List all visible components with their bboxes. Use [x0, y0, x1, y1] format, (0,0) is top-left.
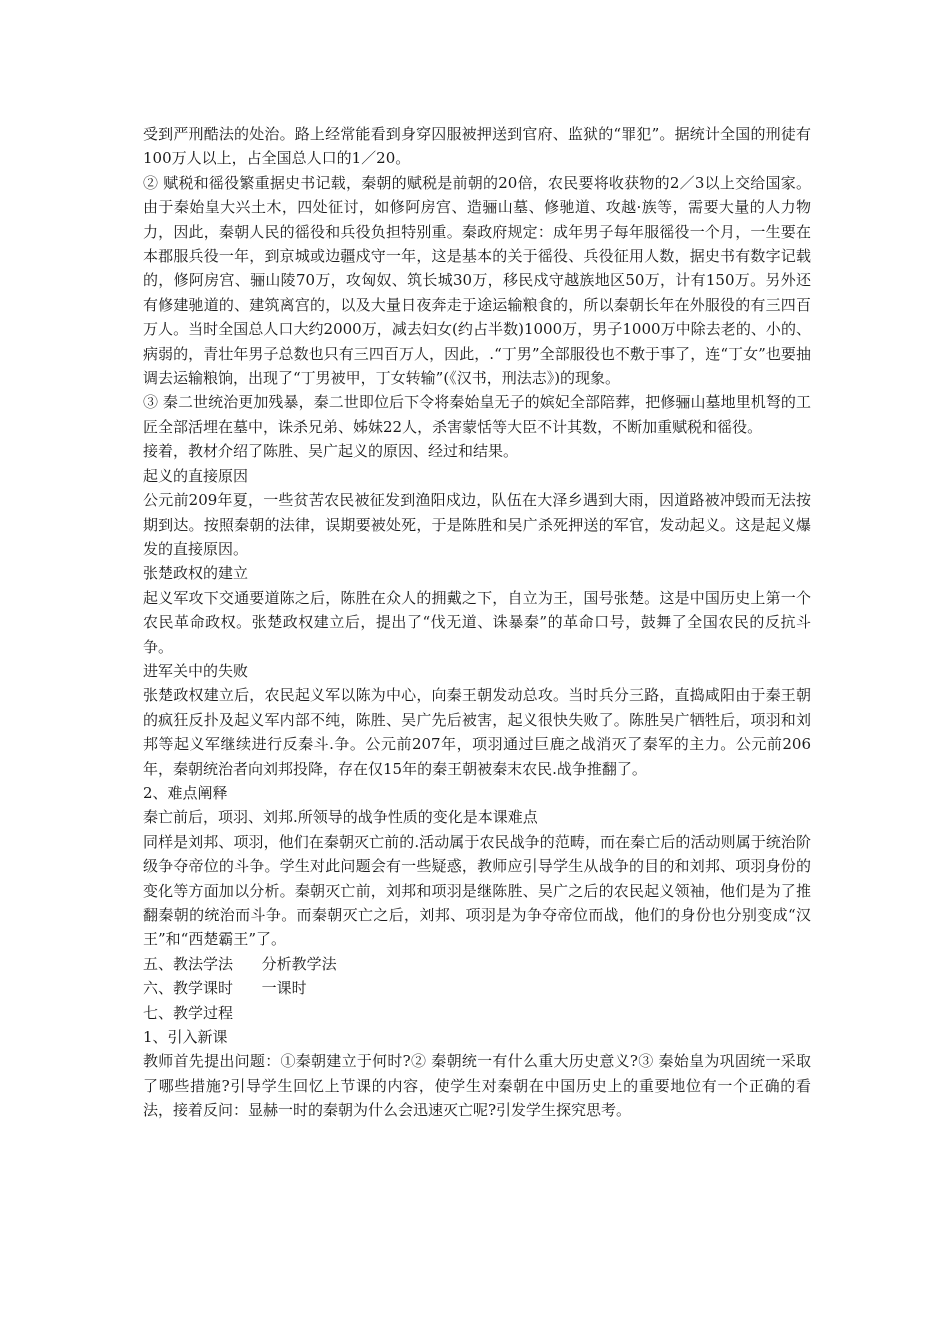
paragraph-qin-ershi-tyranny: ③ 秦二世统治更加残暴，秦二世即位后下令将秦始皇无子的嫔妃全部陪葬，把修骊山墓地里机弩的工匠全部活埋在墓中，诛杀兄弟、姊妹22人，杀害蒙恬等大臣不计其数，不断加重赋税和徭役。	[143, 393, 811, 436]
paragraph-direct-cause: 公元前209年夏，一些贫苦农民被征发到渔阳戍边，队伍在大泽乡遇到大雨，因道路被冲毁而无法按期到达。按照秦朝的法律，误期要被处死，于是陈胜和吴广杀死押送的军官，发动起义。这是起义爆发的直接原因。	[143, 491, 811, 558]
heading-class-hours: 六、教学课时 一课时	[143, 979, 307, 998]
heading-teaching-process: 七、教学过程	[143, 1003, 234, 1022]
heading-teaching-method: 五、教法学法 分析教学法	[143, 954, 337, 973]
heading-zhangchu-regime: 张楚政权的建立	[143, 564, 249, 583]
paragraph-introduce-lesson: 教师首先提出问题：①秦朝建立于何时?② 秦朝统一有什么重大历史意义?③ 秦始皇为巩固统一采取了哪些措施?引导学生回忆上节课的内容，使学生对秦朝在中国历史上的重要地位有一个正确的看法，接着反问：显赫一时的秦朝为什么会迅速灭亡呢?引发学生探究思考。	[143, 1052, 811, 1120]
paragraph-heavy-taxes-and-corvee: ② 赋税和徭役繁重据史书记载，秦朝的赋税是前朝的20倍，农民要将收获物的2／3以上交给国家。由于秦始皇大兴土木，四处征讨，如修阿房宫、造骊山墓、修驰道、攻越·族等，需要大量的人力物力，因此，秦朝人民的徭役和兵役负担特别重。秦政府规定：成年男子每年服徭役一个月，一生要在本郡服兵役一年，到京城或边疆戍守一年，这是基本的关于徭役、兵役征用人数，据史书有数字记载的，修阿房宫、骊山陵70万，攻匈奴、筑长城30万，移民戍守越族地区50万，计有150万。另外还有修建驰道的、建筑离宫的，以及大量日夜奔走于途运输粮食的，所以秦朝长年在外服役的有三四百万人。当时全国总人口大约2000万，减去妇女(约占半数)1000万，男子1000万中除去老的、小的、病弱的，青壮年男子总数也只有三四百万人，因此，.“丁男”全部服役也不敷于事了，连“丁女”也要抽调去运输粮饷，出现了“丁男被甲，丁女转输”(《汉书，刑法志》)的现象。	[143, 173, 811, 388]
paragraph-zhangchu-regime: 起义军攻下交通要道陈之后，陈胜在众人的拥戴之下，自立为王，国号张楚。这是中国历史上第一个农民革命政权。张楚政权建立后，提出了“伐无道、诛暴秦”的革命口号，鼓舞了全国农民的反抗斗争。	[143, 588, 811, 656]
heading-direct-cause: 起义的直接原因	[143, 466, 249, 485]
heading-guanzhong-failure: 进军关中的失败	[143, 661, 249, 680]
paragraph-difficulty-statement: 秦亡前后，项羽、刘邦.所领导的战争性质的变化是本课难点	[143, 808, 538, 827]
document-body	[143, 122, 811, 1123]
paragraph-criminal-statistics: 受到严刑酷法的处治。路上经常能看到身穿囚服被押送到官府、监狱的“罪犯”。据统计全国的刑徒有100万人以上，占全国总人口的1／20。	[143, 125, 811, 168]
paragraph-guanzhong-failure: 张楚政权建立后，农民起义军以陈为中心，向秦王朝发动总攻。当时兵分三路，直捣咸阳由于秦王朝的疯狂反扑及起义军内部不纯，陈胜、吴广先后被害，起义很快失败了。陈胜吴广牺牲后，项羽和刘邦等起义军继续进行反秦斗.争。公元前207年，项羽通过巨鹿之战消灭了秦军的主力。公元前206年，秦朝统治者向刘邦投降，存在仅15年的秦王朝被秦末农民.战争推翻了。	[143, 686, 811, 778]
paragraph-difficulty-analysis: 同样是刘邦、项羽，他们在秦朝灭亡前的.活动属于农民战争的范畴，而在秦亡后的活动则属于统治阶级争夺帝位的斗争。学生对此问题会有一些疑惑，教师应引导学生从战争的目的和刘邦、项羽身份的变化等方面加以分析。秦朝灭亡前，刘邦和项羽是继陈胜、吴广之后的农民起义领袖，他们是为了推翻秦朝的统治而斗争。而秦朝灭亡之后，刘邦、项羽是为争夺帝位而战，他们的身份也分别变成“汉王”和“西楚霸王”了。	[143, 832, 811, 949]
heading-introduce-lesson: 1、引入新课	[143, 1028, 228, 1047]
paragraph-textbook-intro: 接着，教材介绍了陈胜、吴广起义的原因、经过和结果。	[143, 442, 519, 461]
heading-difficulty-explanation: 2、难点阐释	[143, 783, 228, 802]
